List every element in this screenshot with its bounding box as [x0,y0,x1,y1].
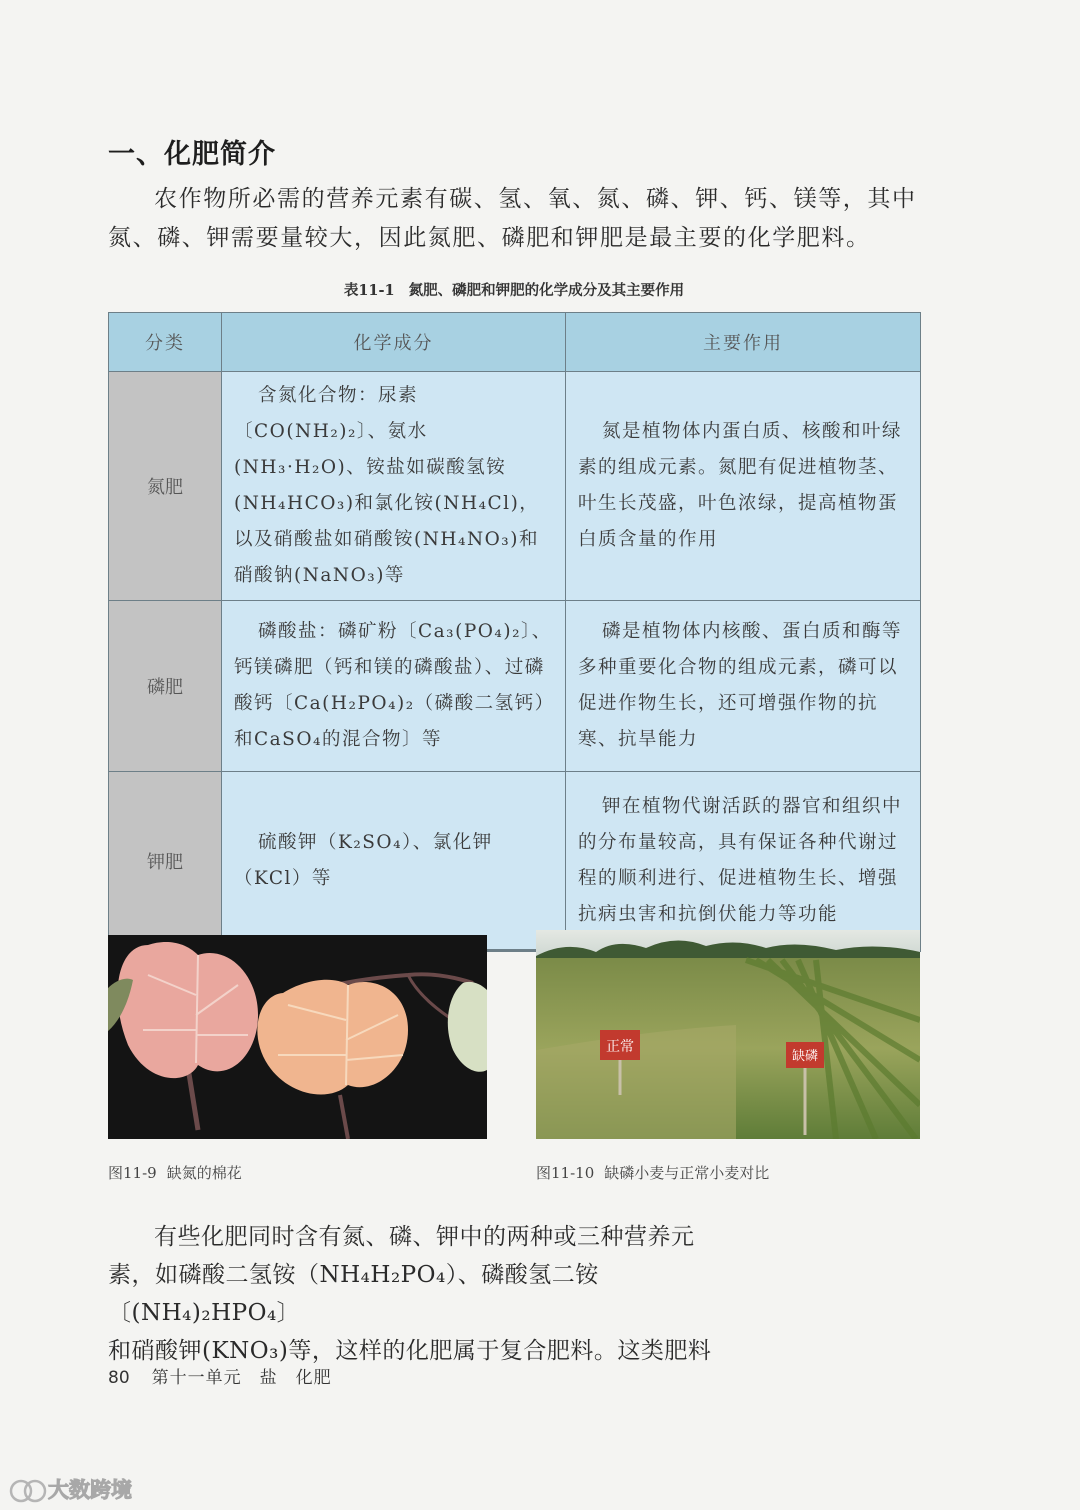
composition-text: 磷酸盐：磷矿粉〔Ca₃(PO₄)₂〕、钙镁磷肥（钙和镁的磷酸盐）、过磷酸钙〔Ca(H₂PO₄)₂（磷酸二氢钙）和CaSO₄的混合物〕等 [234,621,555,750]
role-cell [566,601,921,772]
watermark [8,1474,132,1502]
figure-caption [108,1162,242,1183]
paragraph-line: 和硝酸钾(KNO₃)等，这样的化肥属于复合肥料。这类肥料 [108,1338,712,1364]
figure-caption-text: 缺氮的棉花 [166,1164,242,1182]
paragraph-line: 有些化肥同时含有氮、磷、钾中的两种或三种营养元 [154,1224,695,1250]
composition-cell [222,601,566,772]
watermark-logo-icon [8,1478,48,1504]
cotton-leaves-photo [108,935,487,1139]
sign-deficient: 缺磷 [791,1049,819,1064]
header-role: 主要作用 [566,313,921,372]
role-text: 钾在植物代谢活跃的器官和组织中的分布量较高，具有保证各种代谢过程的顺利进行、促进植物生长、增强抗病虫害和抗倒伏能力等功能 [578,795,903,925]
header-category: 分类 [109,313,222,372]
table-title: 氮肥、磷肥和钾肥的化学成分及其主要作用 [408,282,685,299]
role-cell [566,772,921,951]
category-cell: 氮肥 [109,372,222,601]
wheat-field-illustration [536,930,920,1139]
category-cell: 磷肥 [109,601,222,772]
fertilizer-table [108,312,921,952]
composition-text: 硫酸钾（K₂SO₄）、氯化钾（KCl）等 [234,831,493,889]
table-header-row [109,313,921,372]
table-row [109,372,921,601]
unit-title: 第十一单元 盐 化肥 [151,1368,332,1388]
watermark-text: 大数跨境 [48,1478,132,1502]
header-composition: 化学成分 [222,313,566,372]
page-number: 80 [108,1368,130,1388]
intro-line: 农作物所必需的营养元素有碳、氢、氧、氮、磷、钾、钙、镁等，其中 [154,186,917,212]
composition-cell [222,772,566,951]
role-cell [566,372,921,601]
intro-line: 氮、磷、钾需要量较大，因此氮肥、磷肥和钾肥是最主要的化学肥料。 [108,225,871,251]
table-row [109,772,921,951]
figure-number: 图11-9 [108,1164,157,1182]
paragraph-line: 素，如磷酸二氢铵（NH₄H₂PO₄）、磷酸氢二铵〔(NH₄)₂HPO₄〕 [108,1262,599,1326]
figure-caption [536,1162,769,1183]
table-number: 表11-1 [343,282,395,299]
wheat-field-photo [536,930,920,1139]
category-cell: 钾肥 [109,772,222,951]
role-text: 磷是植物体内核酸、蛋白质和酶等多种重要化合物的组成元素，磷可以促进作物生长，还可增强作物的抗寒、抗旱能力 [578,621,903,750]
cotton-leaves-illustration [108,935,487,1139]
composition-cell [222,372,566,601]
composition-text: 含氮化合物：尿素〔CO(NH₂)₂〕、氨水(NH₃·H₂O)、铵盐如碳酸氢铵(NH₄HCO₃)和氯化铵(NH₄Cl)，以及硝酸盐如硝酸铵(NH₄NO₃)和硝酸钠(NaNO₃)等 [234,385,540,586]
table-row [109,601,921,772]
section-heading: 一、化肥简介 [108,139,276,170]
compound-fertilizer-paragraph [108,1218,728,1370]
sign-normal: 正常 [606,1039,634,1055]
figure-caption-text: 缺磷小麦与正常小麦对比 [604,1164,770,1182]
role-text: 氮是植物体内蛋白质、核酸和叶绿素的组成元素。氮肥有促进植物茎、叶生长茂盛，叶色浓绿，提高植物蛋白质含量的作用 [578,421,903,550]
intro-paragraph [108,180,923,258]
figure-number: 图11-10 [536,1164,595,1182]
table-caption [108,279,920,300]
page-footer [108,1363,332,1388]
